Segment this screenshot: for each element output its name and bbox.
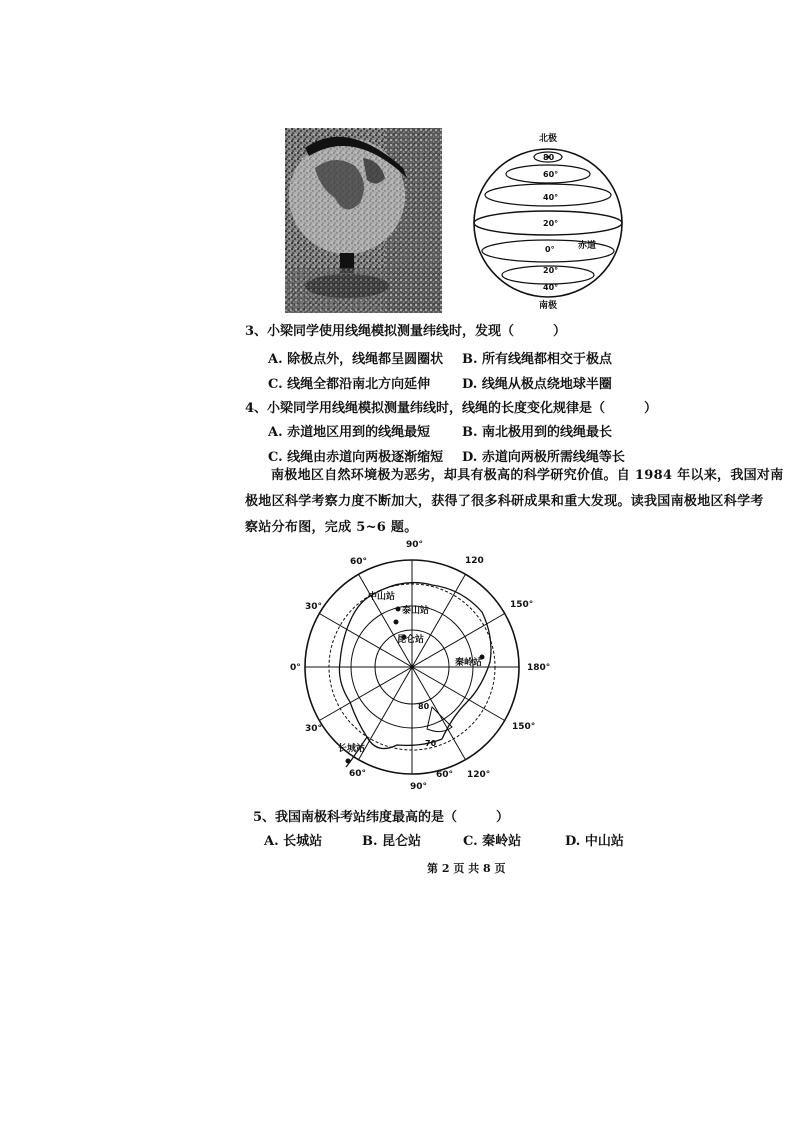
lon-label-120-top: 120 (465, 556, 484, 566)
passage-line-1: 南极地区自然环境极为恶劣，却具有极高的科学研究价值。自 1984 年以来，我国对南 (271, 468, 784, 483)
lat-label-0: 0° (545, 245, 555, 254)
lat-label-40n: 40° (543, 193, 559, 202)
passage (245, 463, 784, 541)
question-5-stem: 5、我国南极科考站纬度最高的是（ ） (253, 810, 510, 825)
north-pole-label: 北极 (539, 134, 558, 144)
question-5-option-a[interactable]: A. 长城站 (264, 834, 323, 849)
question-4-option-a[interactable]: A. 赤道地区用到的线绳最短 (268, 425, 431, 440)
question-5-option-d[interactable]: D. 中山站 (565, 834, 624, 849)
question-3-option-a[interactable]: A. 除极点外，线绳都呈圆圈状 (268, 352, 444, 367)
lon-label-60-bottom: 60° (349, 769, 367, 779)
lon-label-150-top: 150° (510, 600, 534, 610)
station-qinling: 秦岭站 (455, 658, 483, 668)
station-changcheng: 长城站 (338, 744, 366, 754)
question-4-option-d[interactable]: D. 赤道向两极所需线绳等长 (462, 450, 625, 465)
lon-label-0: 0° (290, 663, 301, 673)
antarctica-station-map (300, 540, 530, 790)
lat-label-60: 60° (543, 170, 559, 179)
lon-label-60-bottom-mid: 60° (436, 770, 454, 780)
lon-label-30-top: 30° (305, 602, 323, 612)
south-pole-label: 南极 (539, 301, 558, 311)
question-4-option-c[interactable]: C. 线绳由赤道向两极逐渐缩短 (268, 450, 444, 465)
lon-label-180: 180° (527, 663, 551, 673)
lat-label-80: 80 (543, 153, 555, 162)
passage-line-3: 察站分布图，完成 5~6 题。 (245, 520, 418, 535)
lat-label-20n: 20° (543, 219, 559, 228)
equator-label: 赤道 (578, 241, 597, 251)
question-3-option-b[interactable]: B. 所有线绳都相交于极点 (462, 352, 613, 367)
lat-label-20s: 20° (543, 266, 559, 275)
lat-label-80-map: 80 (418, 702, 430, 711)
question-3-stem: 3、小梁同学使用线绳模拟测量纬线时，发现（ ） (245, 324, 567, 339)
station-kunlun: 昆仑站 (397, 635, 425, 645)
lat-label-70-map: 70 (425, 739, 437, 748)
lon-label-150-bottom: 150° (512, 722, 536, 732)
page-number: 第 2 页 共 8 页 (427, 862, 506, 875)
question-3-option-c[interactable]: C. 线绳全都沿南北方向延伸 (268, 377, 431, 392)
lat-label-40s: 40° (543, 283, 559, 292)
question-4-stem: 4、小梁同学用线绳模拟测量纬线时，线绳的长度变化规律是（ ） (245, 401, 658, 416)
globe-photo (285, 128, 442, 313)
lon-label-30-bottom: 30° (305, 724, 323, 734)
passage-line-2: 极地区科学考察力度不断加大，获得了很多科研成果和重大发现。读我国南极地区科学考 (245, 494, 764, 509)
station-taishan: 泰山站 (402, 606, 430, 616)
lon-label-120-bottom: 120° (467, 770, 491, 780)
question-5-option-b[interactable]: B. 昆仑站 (362, 834, 422, 849)
question-3-option-d[interactable]: D. 线绳从极点绕地球半圈 (462, 377, 612, 392)
station-zhongshan: 中山站 (368, 592, 396, 602)
question-5-option-c[interactable]: C. 秦岭站 (463, 834, 522, 849)
lon-label-bottom: 90° (410, 782, 428, 792)
lon-label-top: 90° (406, 540, 424, 550)
question-4-option-b[interactable]: B. 南北极用到的线绳最长 (462, 425, 613, 440)
lon-label-60-top: 60° (350, 557, 368, 567)
